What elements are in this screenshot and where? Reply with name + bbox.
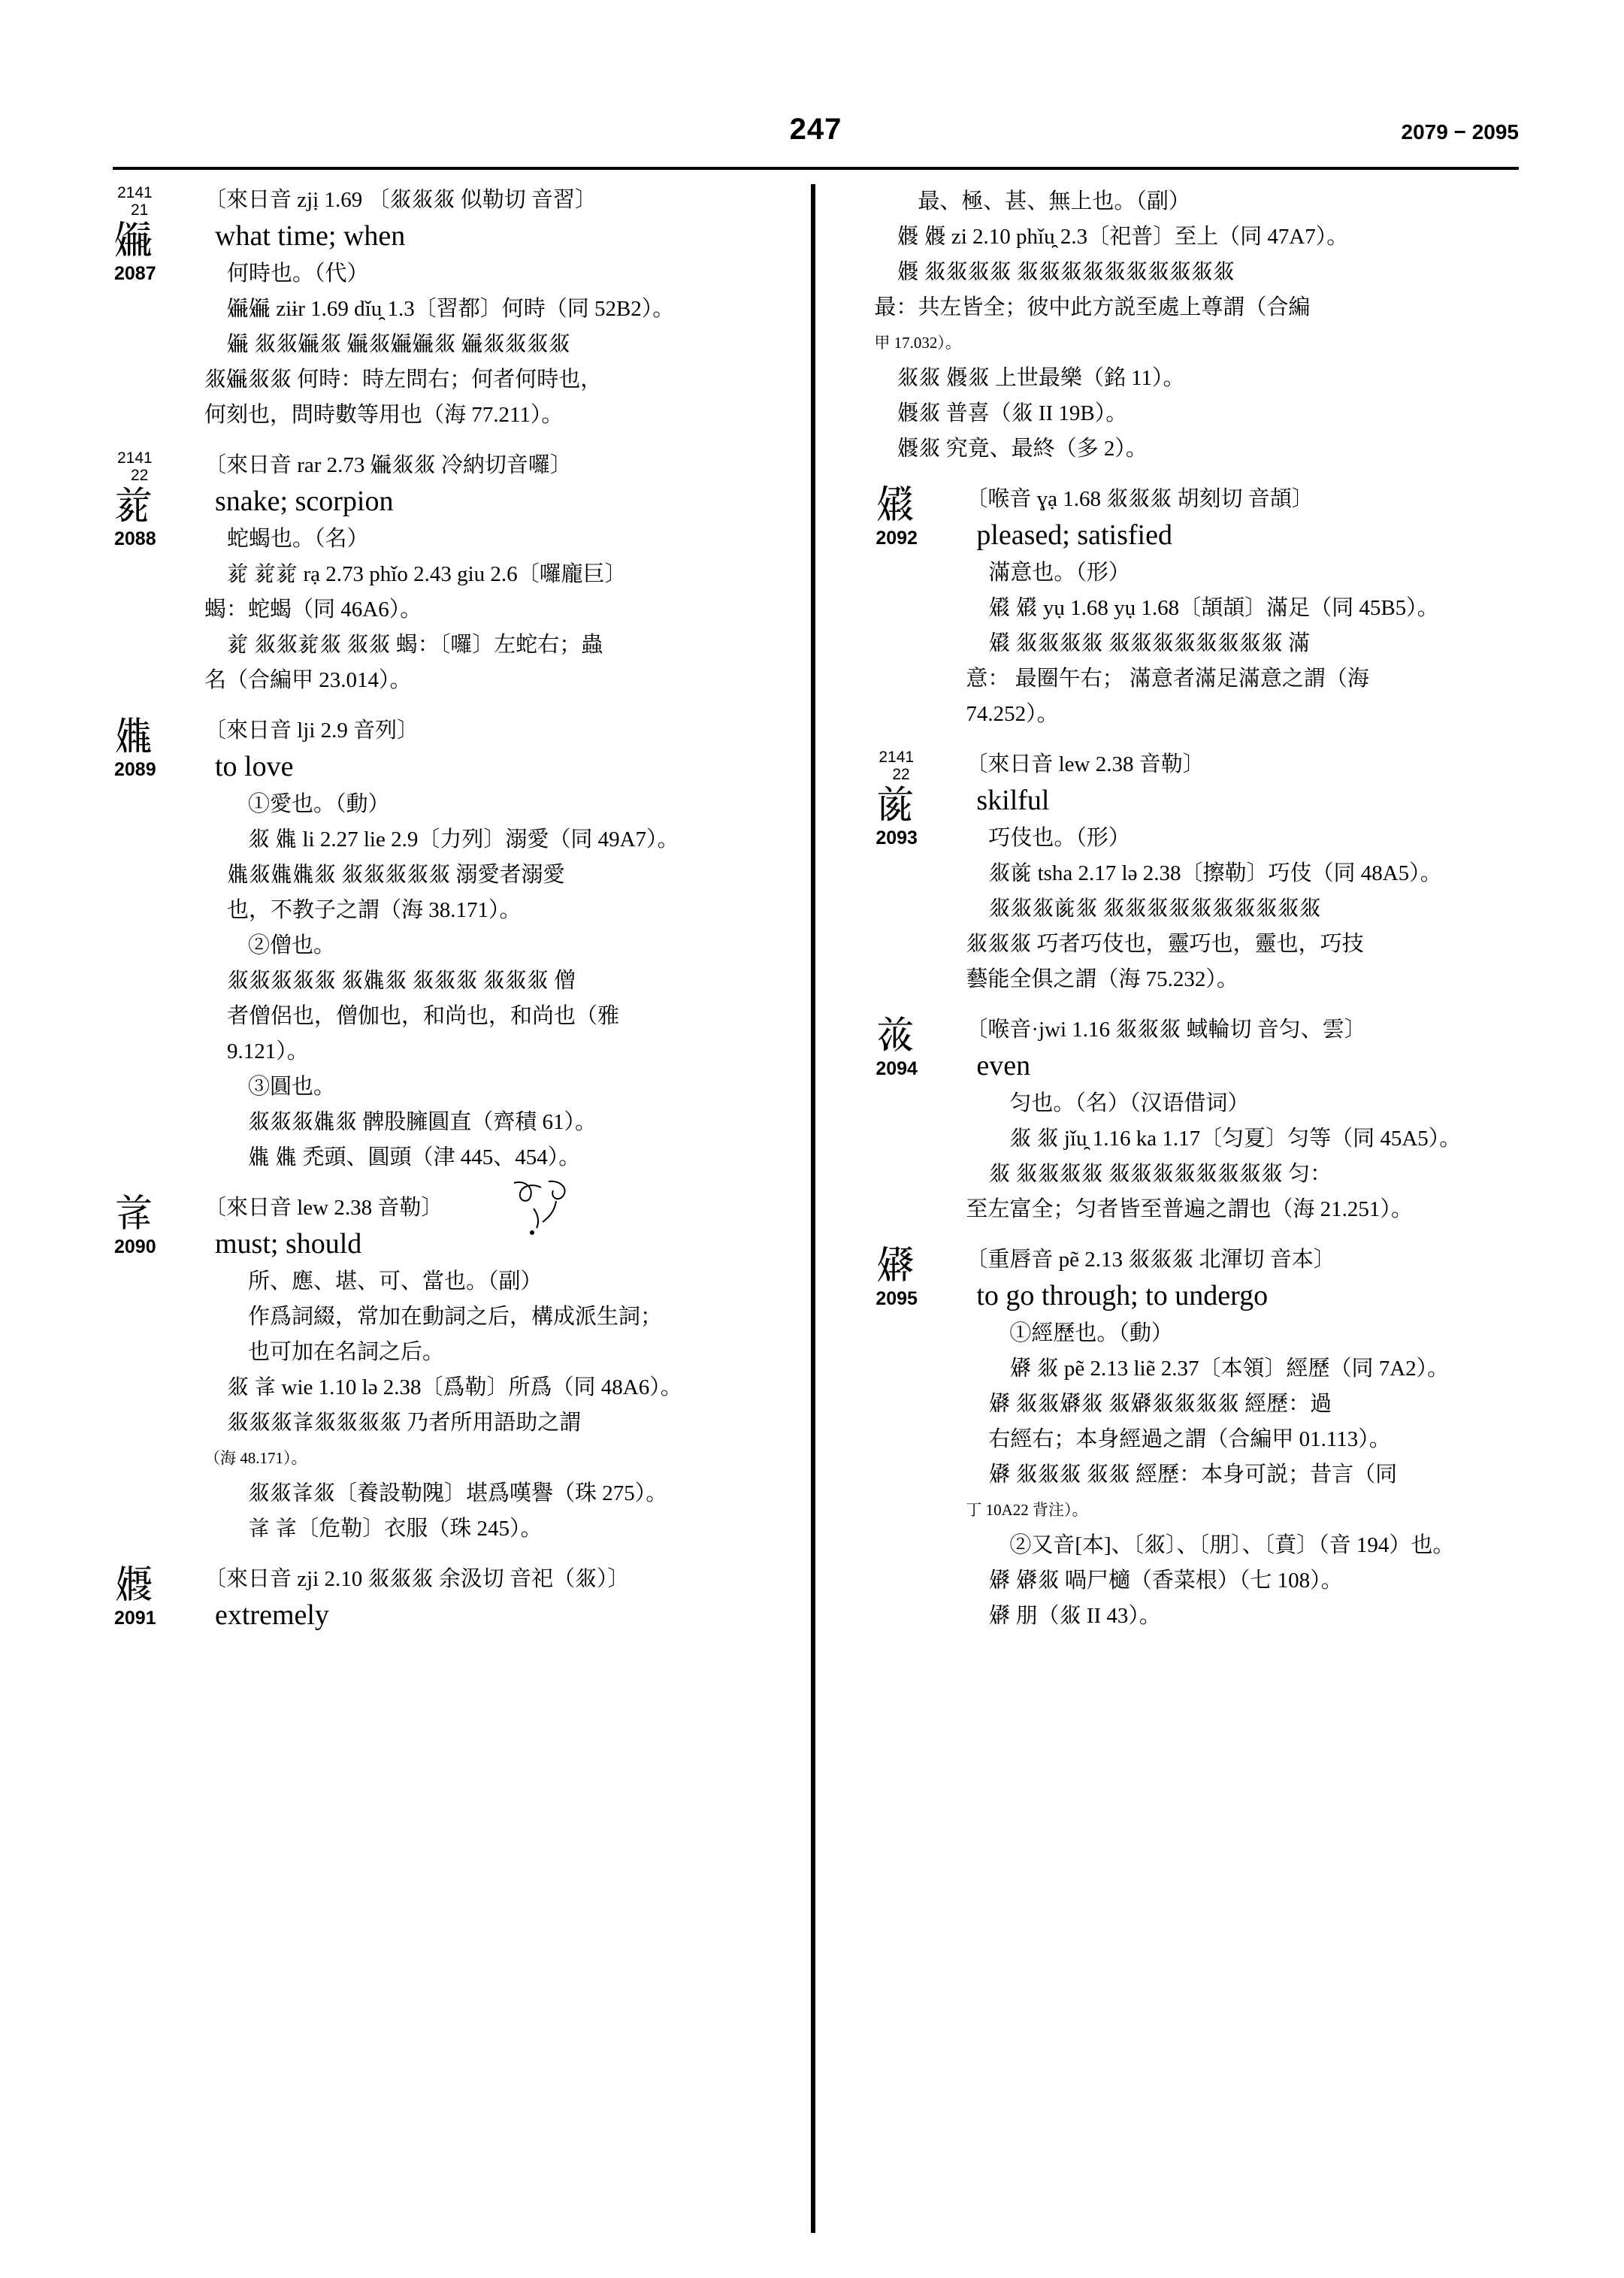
entry-gutter (874, 483, 963, 549)
entry-gutter (113, 449, 201, 550)
entry-line: 𗏴 𗏴 禿頭、圓頭（津 445、454）。 (248, 1145, 581, 1169)
entry-body (966, 1014, 1519, 1227)
entry-number: 2087 (114, 263, 156, 284)
entry-line: 滿意也。（形） (988, 561, 1130, 585)
page-number: 247 (789, 113, 842, 146)
english-gloss: snake; scorpion (215, 486, 394, 517)
entry-line: 𗏻 𗼇𗼇𗼇𗼇 𗼇𗼇𗼇𗼇𗼇𗼇𗼇𗼇𗼇𗼇 (897, 260, 1235, 284)
entry-line: 𗏻𗼇 普喜（𗼇 II 19B）。 (897, 401, 1128, 425)
left-column (113, 184, 800, 2233)
entry-line: 𗼇𗼇𗼇𗐯𗼇 𗼇𗼇𗼇𗼇𗼇𗼇𗼇𗼇𗼇𗼇 (988, 897, 1321, 921)
entry-line: （海 48.171）。 (204, 1449, 307, 1467)
entry-number: 2094 (876, 1058, 918, 1079)
entry-line: 作爲詞綴，常加在動詞之后，構成派生詞； (248, 1305, 663, 1329)
english-gloss: even (976, 1050, 1031, 1082)
entry-line: 者僧侶也，僧伽也，和尚也，和尚也（雅 (227, 1004, 620, 1028)
entry-line: 藝能全俱之謂（海 75.232）。 (966, 967, 1238, 991)
entry-line: 何刻也，問時數等用也（海 77.211）。 (204, 403, 564, 427)
entry-line: ②又音[本]、〔𗼇〕、〔朋〕、〔賁〕（音 194）也。 (1009, 1533, 1455, 1557)
english-gloss: extremely (215, 1599, 329, 1631)
entry-ref: 2141 22 (117, 449, 153, 484)
tangut-headword-glyph: 𗏼 (114, 218, 153, 263)
phonetic-note: 〔來日音 zjị 1.69 〔𗼇𗼇𗼇 似勒切 音習〕 (204, 188, 597, 212)
entry-line: 𗼇𗼇𗼇 巧者巧伎也，靈巧也，靈也，巧技 (966, 932, 1364, 956)
entry-number: 2091 (114, 1608, 156, 1629)
phonetic-note: 〔來日音 lji 2.9 音列〕 (204, 718, 419, 743)
entry-number: 2095 (876, 1288, 918, 1309)
entry-line: 最、極、甚、無上也。（副） (918, 189, 1190, 213)
entry-line: 𗏺 𗼇𗼇𗼇𗼇 𗼇𗼇𗼇𗼇𗼇𗼇𗼇𗼇 滿 (988, 631, 1311, 655)
entry-line: 丁 10A22 背注）。 (966, 1501, 1088, 1519)
entry-line: 𗏽 𗏽𗼇 喎尸㰅（香菜根）（七 108）。 (988, 1569, 1343, 1593)
phonetic-note: 〔來日音 rar 2.73 𗏼𗼇𗼇 冷納切音囉〕 (204, 453, 572, 477)
entry-line: ①經歷也。（動） (1009, 1321, 1173, 1345)
entry-line: 9.121）。 (227, 1039, 309, 1063)
entry-line: 蝎：蛇蝎（同 46A6）。 (204, 597, 422, 622)
entry-body (966, 749, 1519, 997)
entry-line: 𗼇𗼇𗼇𗼇𗼇 𗼇𗏴𗼇 𗼇𗼇𗼇 𗼇𗼇𗼇 僧 (227, 969, 576, 993)
entry-line: 巧伎也。（形） (988, 826, 1130, 850)
tangut-headword-glyph: 𗐱 (114, 483, 153, 528)
entry-line: 𗐰 𗐰〔危勒〕衣服（珠 245）。 (248, 1517, 543, 1541)
entry-line: 𗼇𗼇𗼇𗏴𗼇 髀股臃圓直（齊積 61）。 (248, 1110, 597, 1134)
entry-body (874, 184, 1519, 467)
entry-2092 (874, 483, 1519, 732)
page-header (113, 113, 1519, 158)
entry-2091-continuation (874, 184, 1519, 467)
entry-line: 𗏽 𗼇𗼇𗏽𗼇 𗼇𗏽𗼇𗼇𗼇𗼇 經歷：過 (988, 1392, 1332, 1416)
entry-2087 (113, 184, 778, 433)
phonetic-note: 〔來日音 lew 2.38 音勒〕 (966, 752, 1205, 776)
entry-2089 (113, 715, 778, 1175)
entry-gutter (113, 184, 201, 285)
entry-line: 74.252）。 (966, 702, 1059, 726)
entry-line: 𗐱 𗐱𗐱 rạ 2.73 phǐo 2.43 giu 2.6〔囉龐巨〕 (227, 562, 627, 586)
entry-line: 𗼇𗼇𗼇𗐰𗼇𗼇𗼇𗼇 乃者所用語助之謂 (227, 1411, 582, 1435)
entry-line: 𗼇 𗐰 wie 1.10 lə 2.38〔爲勒〕所爲（同 48A6）。 (227, 1375, 682, 1399)
entry-line: 𗏻 𗏻 zi 2.10 phǐu̯ 2.3〔祀普〕至上（同 47A7）。 (897, 225, 1349, 249)
entry-body (204, 184, 778, 433)
entry-2088 (113, 449, 778, 698)
entry-line: 𗏼 𗼇𗼇𗏼𗼇 𗏼𗼇𗏼𗏼𗼇 𗏼𗼇𗼇𗼇𗼇 (227, 332, 570, 356)
entry-line: 最：共左皆全；彼中此方説至處上尊謂（合編 (874, 295, 1311, 319)
entry-line: 𗼇 𗏴 li 2.27 lie 2.9〔力列〕溺愛（同 49A7）。 (248, 827, 679, 852)
entry-line: 至左富全；匀者皆至普遍之謂也（海 21.251）。 (966, 1197, 1413, 1221)
entry-line: 𗼇 𗼇𗼇𗼇𗼇 𗼇𗼇𗼇𗼇𗼇𗼇𗼇𗼇 匀： (988, 1162, 1332, 1186)
entry-line: 𗏻𗼇 究竟、最終（多 2）。 (897, 437, 1148, 461)
entry-body (204, 715, 778, 1175)
entry-body (204, 1192, 778, 1547)
entry-line: 名（合編甲 23.014）。 (204, 668, 412, 692)
entry-line: 𗼇𗼇𗐰𗼇〔養設勒隗〕堪爲嘆譽（珠 275）。 (248, 1481, 668, 1505)
entry-2094 (874, 1014, 1519, 1227)
entry-gutter (113, 1192, 201, 1258)
entry-gutter (874, 1244, 963, 1310)
phonetic-note: 〔重唇音 pẽ 2.13 𗼇𗼇𗼇 北渾切 音本〕 (966, 1248, 1335, 1272)
entry-line: 也可加在名詞之后。 (248, 1340, 445, 1364)
entry-line: 𗏽 朋（𗼇 II 43）。 (988, 1604, 1161, 1628)
entry-gutter (874, 1014, 963, 1080)
entry-number: 2092 (876, 528, 918, 549)
tangut-headword-glyph: 𗐲 (876, 1013, 914, 1058)
entry-line: ①愛也。（動） (248, 792, 390, 816)
english-gloss: pleased; satisfied (976, 519, 1172, 551)
entry-number: 2089 (114, 759, 156, 780)
entry-line: 也，不教子之謂（海 38.171）。 (227, 898, 522, 922)
entry-2093 (874, 749, 1519, 997)
entry-body (204, 449, 778, 698)
entry-ref: 2141 21 (117, 184, 153, 219)
entry-line: 所、應、堪、可、當也。（副） (248, 1269, 543, 1293)
entry-line: 甲 17.032）。 (874, 334, 961, 352)
right-column (830, 184, 1519, 2233)
entry-line: 𗏽 𗼇𗼇𗼇 𗼇𗼇 經歷：本身可説；昔言（同 (988, 1463, 1398, 1487)
entry-range: 2079 − 2095 (1401, 120, 1519, 144)
entry-body (966, 1244, 1519, 1634)
phonetic-note: 〔喉音·jwi 1.16 𗼇𗼇𗼇 蜮輪切 音匀、雲〕 (966, 1018, 1366, 1042)
entry-number: 2093 (876, 827, 918, 849)
entry-number: 2090 (114, 1236, 156, 1257)
entry-line: 何時也。（代） (227, 262, 369, 286)
entry-2090 (113, 1192, 778, 1547)
english-gloss: skilful (976, 785, 1050, 816)
tangut-headword-glyph: 𗏻 (114, 1563, 153, 1608)
entry-line: 𗐱 𗼇𗼇𗐱𗼇 𗼇𗼇 蝎：〔囉〕左蛇右；蟲 (227, 633, 603, 657)
entry-line: 𗼇𗐯 tsha 2.17 lə 2.38〔擦勒〕巧伎（同 48A5）。 (988, 861, 1442, 885)
header-rule (113, 167, 1519, 170)
entry-gutter (113, 1563, 201, 1629)
entry-line: ③圓也。 (248, 1075, 336, 1099)
tangut-headword-glyph: 𗐰 (114, 1191, 153, 1236)
entry-line: 右經右；本身經過之謂（合編甲 01.113）。 (988, 1427, 1391, 1451)
phonetic-note: 〔喉音 ɣạ 1.68 𗼇𗼇𗼇 胡刻切 音頡〕 (966, 487, 1314, 511)
entry-line: 𗼇𗏼𗼇𗼇 何時：時左問右；何者何時也， (204, 368, 603, 392)
tangut-headword-glyph: 𗐯 (876, 782, 914, 827)
entry-line: 𗏺 𗏺 yụ 1.68 yụ 1.68〔頡頡〕滿足（同 45B5）。 (988, 596, 1439, 620)
tangut-headword-glyph: 𗏽 (876, 1243, 914, 1288)
english-gloss: to go through; to undergo (976, 1280, 1269, 1311)
entry-number: 2088 (114, 528, 156, 549)
column-divider (811, 184, 815, 2233)
entry-gutter (874, 749, 963, 849)
two-column-body (113, 184, 1519, 2233)
entry-2095 (874, 1244, 1519, 1634)
tangut-headword-glyph: 𗏴 (114, 714, 153, 759)
english-gloss: must; should (215, 1228, 362, 1260)
entry-body (204, 1563, 778, 1634)
entry-line: 𗼇 𗼇 jǐu̯ 1.16 ka 1.17〔匀夏〕匀等（同 45A5）。 (1009, 1127, 1462, 1151)
english-gloss: to love (215, 751, 294, 782)
entry-body (966, 483, 1519, 732)
entry-line: 𗼇𗼇 𗏻𗼇 上世最樂（銘 11）。 (897, 366, 1185, 390)
entry-ref: 2141 22 (879, 749, 915, 783)
tangut-headword-glyph: 𗏺 (876, 483, 914, 528)
english-gloss: what time; when (215, 220, 406, 252)
entry-line: ②僧也。 (248, 933, 336, 957)
entry-line: 𗏴𗼇𗏴𗏴𗼇 𗼇𗼇𗼇𗼇𗼇 溺愛者溺愛 (227, 863, 565, 887)
entry-line: 匀也。（名）（汉语借词） (1009, 1091, 1250, 1115)
entry-2091 (113, 1563, 778, 1634)
phonetic-note: 〔來日音 lew 2.38 音勒〕 (204, 1196, 443, 1220)
entry-line: 𗏼𗏼 ziɨr 1.69 dǐu̯ 1.3〔習都〕何時（同 52B2）。 (227, 297, 675, 321)
entry-line: 蛇蝎也。（名） (227, 527, 369, 551)
entry-line: 𗏽 𗼇 pẽ 2.13 liẽ 2.37〔本領〕經歷（同 7A2）。 (1009, 1357, 1450, 1381)
entry-line: 意： 最圈午右； 滿意者滿足滿意之謂（海 (966, 667, 1369, 691)
phonetic-note: 〔來日音 zji 2.10 𗼇𗼇𗼇 余汲切 音祀（𗼇）〕 (204, 1567, 630, 1591)
entry-gutter (113, 715, 201, 781)
